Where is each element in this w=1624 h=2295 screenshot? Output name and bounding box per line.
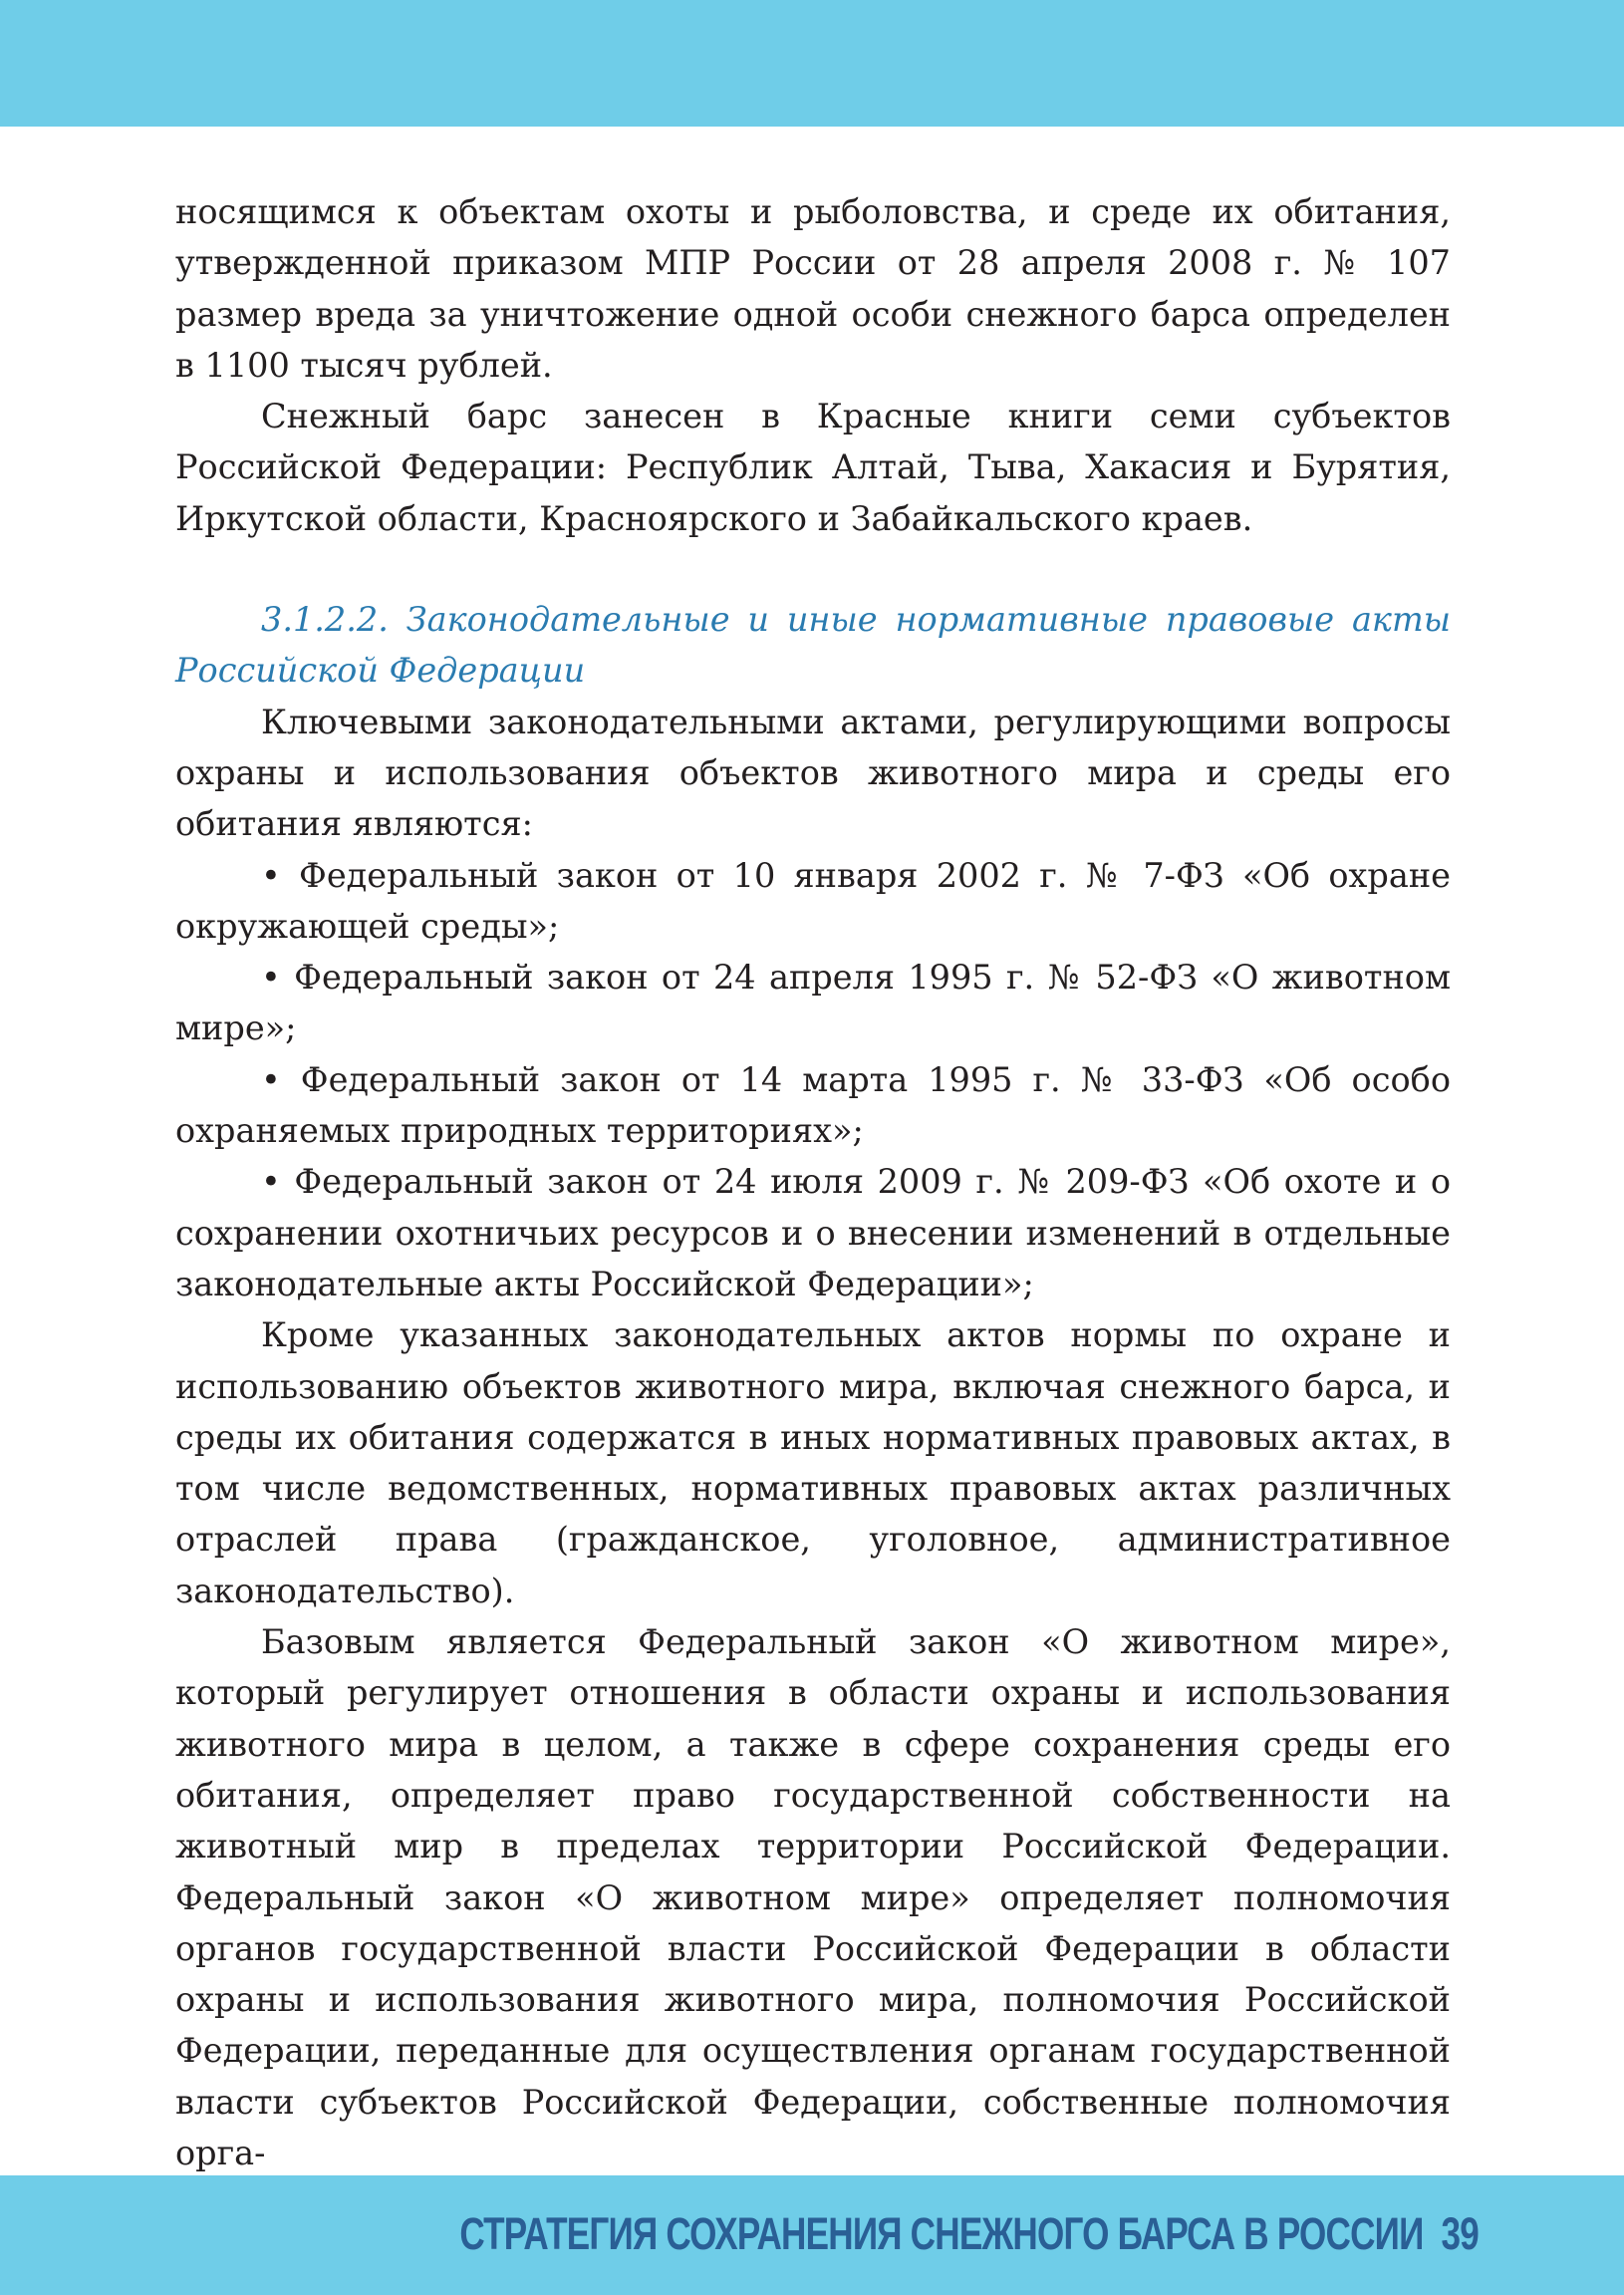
- bullet-item-1: • Федеральный закон от 10 января 2002 г. № 7-ФЗ «Об охране окружающей среды»;: [175, 855, 1451, 946]
- footer-title: СТРАТЕГИЯ СОХРАНЕНИЯ СНЕЖНОГО БАРСА В РОССИИ: [459, 2208, 1424, 2259]
- section-heading: 3.1.2.2. Законодательные и иные нормативные правовые акты Российской Федерации: [175, 600, 1451, 691]
- footer-running-title: [459, 2208, 1479, 2260]
- page-number: 39: [1441, 2208, 1479, 2259]
- paragraph-3: Ключевыми законодательными актами, регулирующими вопросы охраны и использования объектов животного мира и среды его обитания являются:: [175, 702, 1451, 844]
- paragraph-1: носящимся к объектам охоты и рыболовства, и среде их обитания, утвержденной приказом МПР России от 28 апреля 2008 г. № 107 размер вреда за уничтожение одной особи снежного барса определен в 1100 тысяч рублей.: [175, 192, 1451, 385]
- page-body: [175, 186, 1451, 2178]
- bullet-item-4: • Федеральный закон от 24 июля 2009 г. № 209-ФЗ «Об охоте и о сохранении охотничьих ресурсов и о внесении изменений в отдельные законодательные акты Российской Федерации»;: [175, 1162, 1451, 1303]
- paragraph-2: Снежный барс занесен в Красные книги семи субъектов Российской Федерации: Республик Алтай, Тыва, Хакасия и Бурятия, Иркутской области, Красноярского и Забайкальского краев.: [175, 397, 1451, 538]
- paragraph-4: Кроме указанных законодательных актов нормы по охране и использованию объектов животного мира, включая снежного барса, и среды их обитания содержатся в иных нормативных правовых актах, в том числе ведомственных, нормативных правовых актах различных отраслей права (гражданское, уголовное, административное законодательство).: [175, 1315, 1451, 1610]
- section-gap: [175, 544, 1451, 594]
- bullet-item-2: • Федеральный закон от 24 апреля 1995 г. № 52-ФЗ «О животном мире»;: [175, 958, 1451, 1048]
- paragraph-5: Базовым является Федеральный закон «О животном мире», который регулирует отношения в области охраны и использования животного мира в целом, а также в сфере сохранения среды его обитания, определяет право государственной собственности на животный мир в пределах территории Российской Федерации. Федеральный закон «О животном мире» определяет полномочия органов государственной власти Российской Федерации в области охраны и использования животного мира, полномочия Российской Федерации, переданные для осуществления органам государственной власти субъектов Российской Федерации, собственные полномочия орга-: [175, 1622, 1451, 2172]
- bullet-item-3: • Федеральный закон от 14 марта 1995 г. № 33-ФЗ «Об особо охраняемых природных территориях»;: [175, 1059, 1451, 1151]
- header-band: [0, 0, 1624, 127]
